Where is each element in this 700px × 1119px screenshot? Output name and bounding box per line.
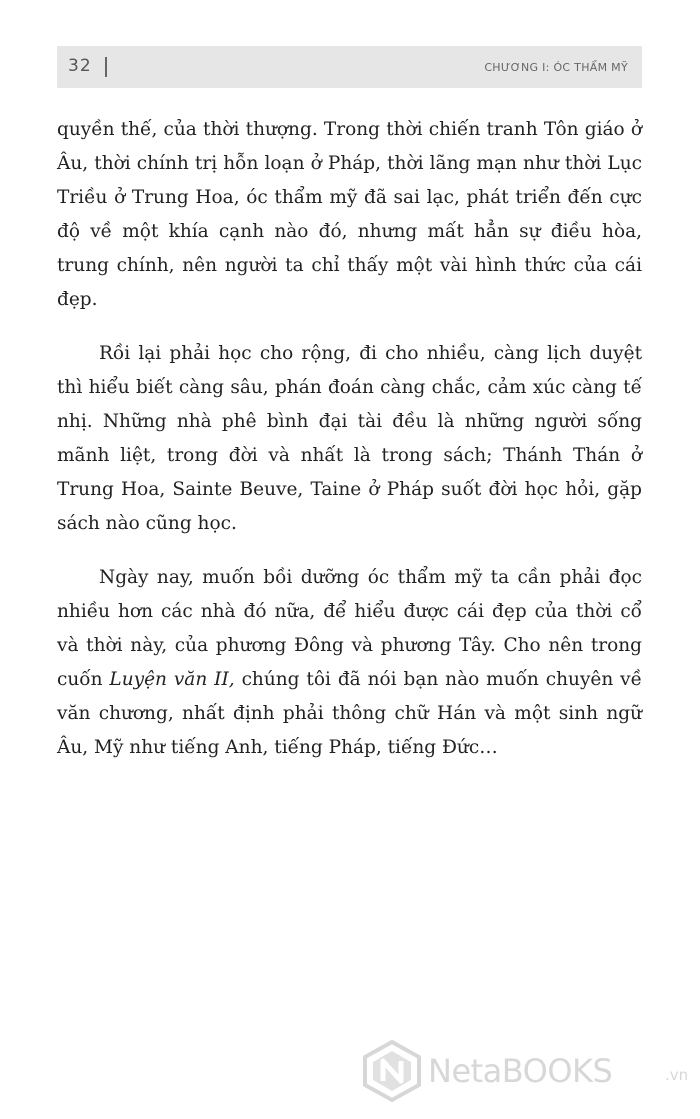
- paragraph-3: [57, 561, 642, 765]
- book-title: Luyện văn II,: [109, 669, 235, 690]
- watermark-suffix: .vn: [665, 1066, 689, 1084]
- paragraph-3-text-after: chúng tôi đã nói bạn nào muốn chuyên về văn chương, nhất định phải thông chữ Hán và một sinh ngữ Âu, Mỹ như tiếng Anh, tiếng Pháp, tiếng Đức…: [57, 669, 643, 758]
- running-header: [57, 46, 642, 88]
- watermark-brand: NetaBOOKS: [428, 1052, 613, 1090]
- page-number: 32: [68, 56, 92, 76]
- netabooks-watermark: [362, 1036, 692, 1106]
- paragraph-1: quyền thế, của thời thượng. Trong thời chiến tranh Tôn giáo ở Âu, thời chính trị hỗn loạn ở Pháp, thời lãng mạn như thời Lục Triều ở Trung Hoa, óc thẩm mỹ đã sai lạc, phát triển đến cực độ về một khía cạnh nào đó, nhưng mất hẳn sự điều hòa, trung chính, nên người ta chỉ thấy một vài hình thức của cái đẹp.: [57, 119, 642, 310]
- header-divider: [105, 57, 107, 77]
- paragraph-3-text-before: Ngày nay, muốn bồi dưỡng óc thẩm mỹ ta cần phải đọc nhiều hơn các nhà đó nữa, để hiểu được cái đẹp của thời cổ và thời này, của phương Đông và phương Tây. Cho nên trong cuốn: [57, 567, 642, 690]
- page-body: [57, 113, 642, 785]
- chapter-title: CHƯƠNG I: ÓC THẨM MỸ: [484, 61, 628, 74]
- netabooks-logo-icon: [362, 1040, 422, 1102]
- paragraph-2: Rồi lại phải học cho rộng, đi cho nhiều, càng lịch duyệt thì hiểu biết càng sâu, phán đoán càng chắc, cảm xúc càng tế nhị. Những nhà phê bình đại tài đều là những người sống mãnh liệt, trong đời và nhất là trong sách; Thánh Thán ở Trung Hoa, Sainte Beuve, Taine ở Pháp suốt đời học hỏi, gặp sách nào cũng học.: [57, 343, 642, 534]
